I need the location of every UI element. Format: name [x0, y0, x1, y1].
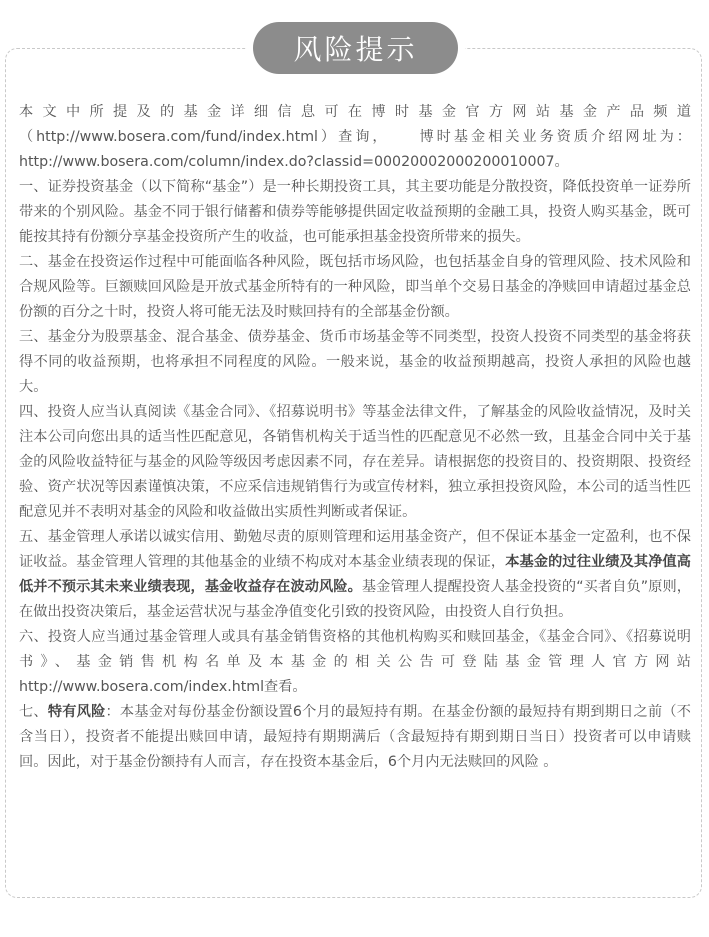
risk-item-6: 六、投资人应当通过基金管理人或具有基金销售资格的其他机构购买和赎回基金，《基金合同》、《招募说明书》、基金销售机构名单及本基金的相关公告可登陆基金管理人官方网站http://www.bosera.com/index.html查看。 — [19, 629, 691, 695]
risk-item-5-bold: 本基金的过往业绩及其净值高低并不预示其未来业绩表现，基金收益存在波动风险。 — [19, 554, 691, 595]
risk-item-5-text-a: 五、基金管理人承诺以诚实信用、勤勉尽责的原则管理和运用基金资产，但不保证本基金一定盈利，也不保证收益。基金管理人管理的其他基金的业绩不构成对本基金业绩表现的保证， — [19, 529, 691, 570]
risk-item-2: 二、基金在投资运作过程中可能面临各种风险，既包括市场风险，也包括基金自身的管理风险、技术风险和合规风险等。巨额赎回风险是开放式基金所特有的一种风险，即当单个交易日基金的净赎回申请超过基金总份额的百分之十时，投资人将可能无法及时赎回持有的全部基金份额。 — [19, 254, 691, 320]
risk-item-3: 三、基金分为股票基金、混合基金、债券基金、货币市场基金等不同类型，投资人投资不同类型的基金将获得不同的收益预期，也将承担不同程度的风险。一般来说，基金的收益预期越高，投资人承担的风险也越大。 — [19, 329, 691, 395]
risk-item-5-text-b: 基金管理人提醒投资人基金投资的“买者自负”原则，在做出投资决策后，基金运营状况与基金净值变化引致的投资风险，由投资人自行负担。 — [19, 579, 691, 620]
intro-text-2: 博时基金相关业务资质介绍网址为：http://www.bosera.com/column/index.do?classid=00020002000200010007。 — [19, 129, 691, 170]
risk-item-7-prefix: 七、 — [19, 704, 48, 720]
page-title: 风险提示 — [253, 22, 458, 74]
risk-item-7-bold: 特有风险 — [47, 704, 106, 720]
risk-item-5 — [19, 525, 691, 625]
risk-item-7-text: ：本基金对每份基金份额设置6个月的最短持有期。在基金份额的最短持有期到期日之前（不含当日），投资者不能提出赎回申请，最短持有期期满后（含最短持有期到期日当日）投资者可以申请赎回。因此，对于基金份额持有人而言，存在投资本基金后，6个月内无法赎回的风险 。 — [19, 704, 691, 770]
risk-item-4: 四、投资人应当认真阅读《基金合同》、《招募说明书》等基金法律文件，了解基金的风险收益情况，及时关注本公司向您出具的适当性匹配意见，各销售机构关于适当性的匹配意见不必然一致，且基金合同中关于基金的风险收益特征与基金的风险等级因考虑因素不同，存在差异。请根据您的投资目的、投资期限、投资经验、资产状况等因素谨慎决策，不应采信违规销售行为或宣传材料，独立承担投资风险，本公司的适当性匹配意见并不表明对基金的风险和收益做出实质性判断或者保证。 — [19, 404, 691, 520]
risk-item-7 — [19, 700, 691, 775]
intro-text-1: 本文中所提及的基金详细信息可在博时基金官方网站基金产品频道（http://www.bosera.com/fund/index.html）查询， — [19, 104, 691, 145]
intro-paragraph — [19, 100, 691, 175]
risk-disclosure-body — [19, 100, 691, 775]
risk-item-1: 一、证券投资基金（以下简称“基金”）是一种长期投资工具，其主要功能是分散投资，降低投资单一证券所带来的个别风险。基金不同于银行储蓄和债券等能够提供固定收益预期的金融工具，投资人购买基金，既可能按其持有份额分享基金投资所产生的收益，也可能承担基金投资所带来的损失。 — [19, 179, 691, 245]
